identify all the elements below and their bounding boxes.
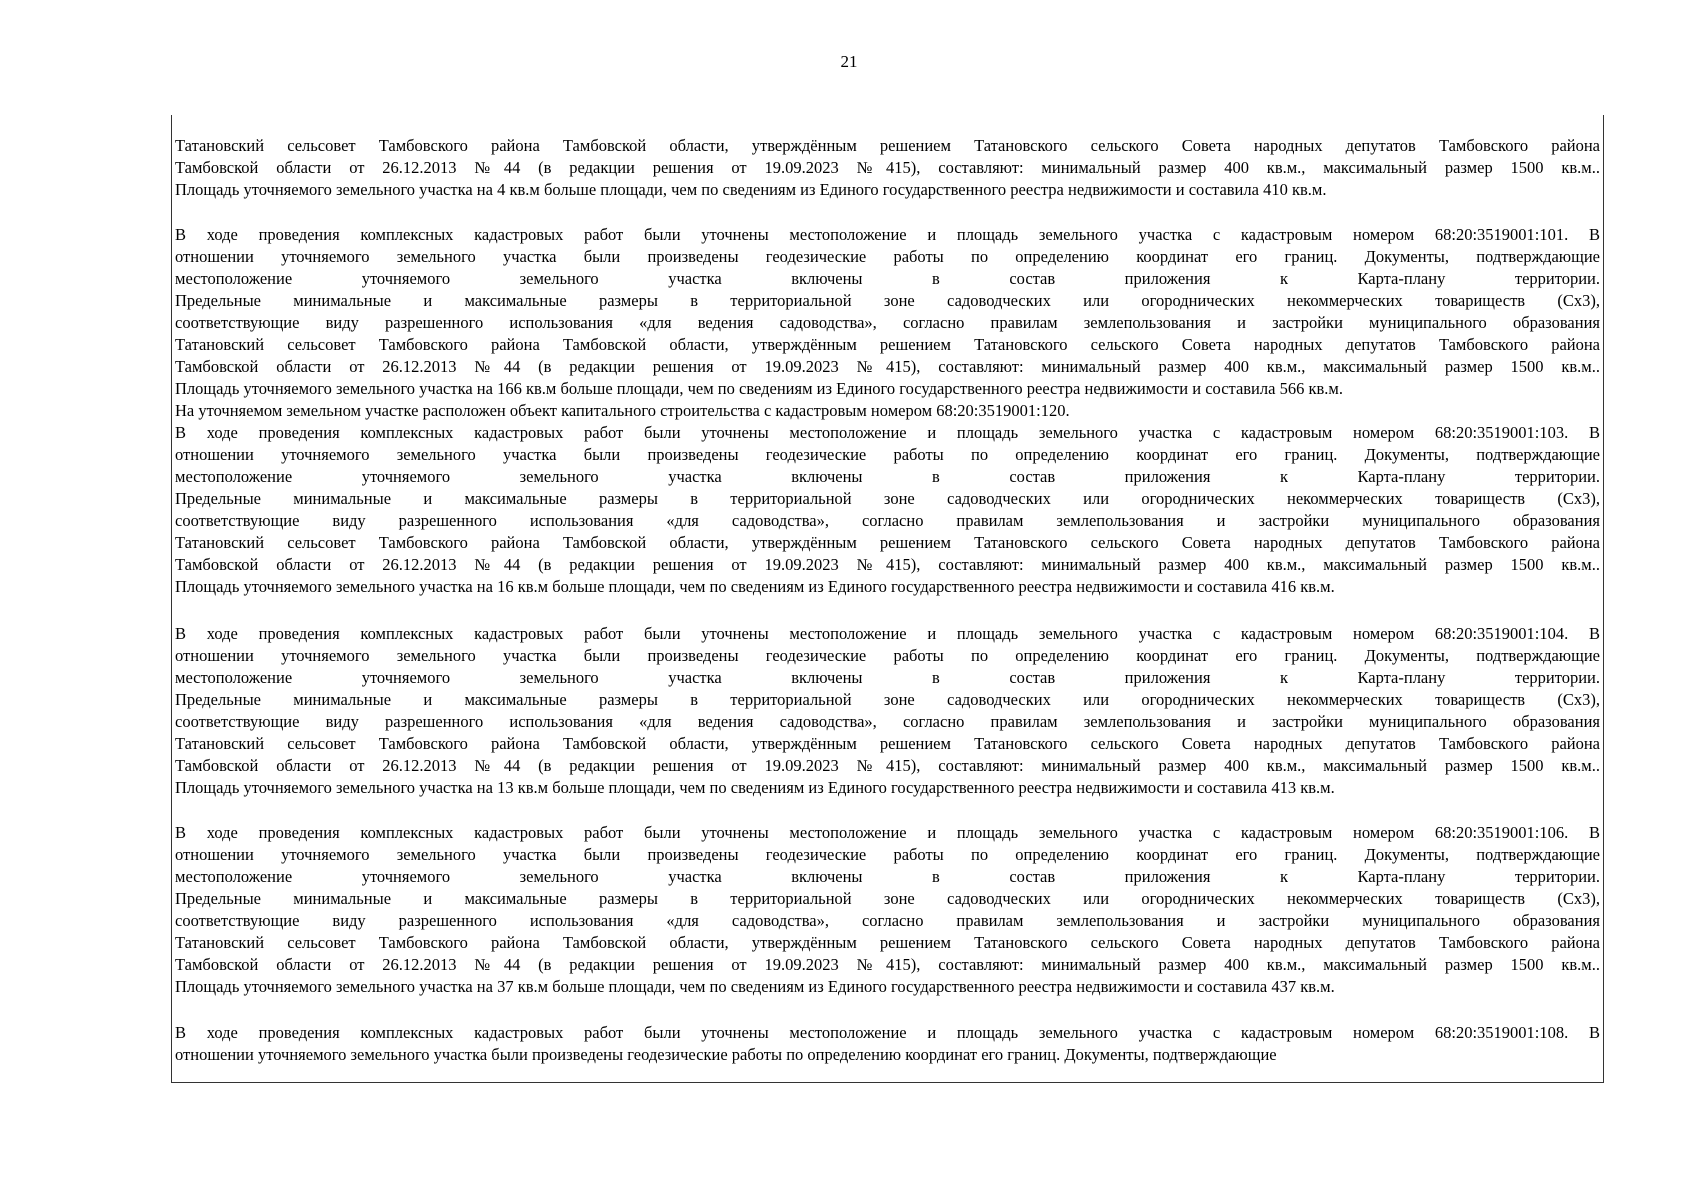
text-line: соответствующие виду разрешенного использования «для садоводства», согласно правилам землепользования и застройки муниципального образования <box>175 911 1600 930</box>
text-line: В ходе проведения комплексных кадастровых работ были уточнены местоположение и площадь земельного участка с кадастровым номером 68:20:3519001:101. В <box>175 225 1600 244</box>
text-line: В ходе проведения комплексных кадастровых работ были уточнены местоположение и площадь земельного участка с кадастровым номером 68:20:3519001:103. В <box>175 423 1600 442</box>
text-line: отношении уточняемого земельного участка были произведены геодезические работы по определению координат его границ. Документы, подтверждающие <box>175 247 1600 266</box>
text-line: местоположение уточняемого земельного участка включены в состав приложения к Карта-плану территории. <box>175 269 1600 288</box>
text-line: В ходе проведения комплексных кадастровых работ были уточнены местоположение и площадь земельного участка с кадастровым номером 68:20:3519001:106. В <box>175 823 1600 842</box>
text-line: отношении уточняемого земельного участка были произведены геодезические работы по определению координат его границ. Документы, подтверждающие <box>175 845 1600 864</box>
text-line: отношении уточняемого земельного участка были произведены геодезические работы по определению координат его границ. Документы, подтверждающие <box>175 646 1600 665</box>
text-line: отношении уточняемого земельного участка были произведены геодезические работы по определению координат его границ. Документы, подтверждающие <box>175 445 1600 464</box>
text-line: местоположение уточняемого земельного участка включены в состав приложения к Карта-плану территории. <box>175 467 1600 486</box>
text-line: соответствующие виду разрешенного использования «для ведения садоводства», согласно правилам землепользования и застройки муниципального образования <box>175 712 1600 731</box>
text-line: Площадь уточняемого земельного участка на 37 кв.м больше площади, чем по сведениям из Единого государственного реестра недвижимости и составила 437 кв.м. <box>175 977 1335 996</box>
text-line: отношении уточняемого земельного участка были произведены геодезические работы по определению координат его границ. Документы, подтверждающие <box>175 1045 1277 1064</box>
text-line: Тамбовской области от 26.12.2013 №44 (в редакции решения от 19.09.2023 №415), составляют: минимальный размер 400 кв.м., максимальный размер 1500 кв.м.. <box>175 756 1600 775</box>
text-line: Площадь уточняемого земельного участка на 13 кв.м больше площади, чем по сведениям из Единого государственного реестра недвижимости и составила 413 кв.м. <box>175 778 1335 797</box>
text-line: В ходе проведения комплексных кадастровых работ были уточнены местоположение и площадь земельного участка с кадастровым номером 68:20:3519001:108. В <box>175 1023 1600 1042</box>
text-line: Тамбовской области от 26.12.2013 №44 (в редакции решения от 19.09.2023 №415), составляют: минимальный размер 400 кв.м., максимальный размер 1500 кв.м.. <box>175 357 1600 376</box>
text-line: Татановский сельсовет Тамбовского района Тамбовской области, утверждённым решением Татановского сельского Совета народных депутатов Тамбовского района <box>175 335 1600 354</box>
text-line: Площадь уточняемого земельного участка на 4 кв.м больше площади, чем по сведениям из Единого государственного реестра недвижимости и составила 410 кв.м. <box>175 180 1327 199</box>
text-line: Тамбовской области от 26.12.2013 №44 (в редакции решения от 19.09.2023 №415), составляют: минимальный размер 400 кв.м., максимальный размер 1500 кв.м.. <box>175 158 1600 177</box>
text-line: На уточняемом земельном участке расположен объект капитального строительства с кадастровым номером 68:20:3519001:120. <box>175 401 1070 420</box>
text-line: Площадь уточняемого земельного участка на 166 кв.м больше площади, чем по сведениям из Единого государственного реестра недвижимости и составила 566 кв.м. <box>175 379 1343 398</box>
text-line: соответствующие виду разрешенного использования «для садоводства», согласно правилам землепользования и застройки муниципального образования <box>175 511 1600 530</box>
page-number: 21 <box>840 52 858 71</box>
text-line: Предельные минимальные и максимальные размеры в территориальной зоне садоводческих или огороднических некоммерческих товариществ (Сх3), <box>175 291 1600 310</box>
text-line: Татановский сельсовет Тамбовского района Тамбовской области, утверждённым решением Татановского сельского Совета народных депутатов Тамбовского района <box>175 734 1600 753</box>
text-line: Татановский сельсовет Тамбовского района Тамбовской области, утверждённым решением Татановского сельского Совета народных депутатов Тамбовского района <box>175 136 1600 155</box>
text-line: соответствующие виду разрешенного использования «для ведения садоводства», согласно правилам землепользования и застройки муниципального образования <box>175 313 1600 332</box>
text-line: Предельные минимальные и максимальные размеры в территориальной зоне садоводческих или огороднических некоммерческих товариществ (Сх3), <box>175 489 1600 508</box>
text-line: Площадь уточняемого земельного участка на 16 кв.м больше площади, чем по сведениям из Единого государственного реестра недвижимости и составила 416 кв.м. <box>175 577 1335 596</box>
text-line: местоположение уточняемого земельного участка включены в состав приложения к Карта-плану территории. <box>175 668 1600 687</box>
text-line: Предельные минимальные и максимальные размеры в территориальной зоне садоводческих или огороднических некоммерческих товариществ (Сх3), <box>175 690 1600 709</box>
text-line: В ходе проведения комплексных кадастровых работ были уточнены местоположение и площадь земельного участка с кадастровым номером 68:20:3519001:104. В <box>175 624 1600 643</box>
text-line: Тамбовской области от 26.12.2013 №44 (в редакции решения от 19.09.2023 №415), составляют: минимальный размер 400 кв.м., максимальный размер 1500 кв.м.. <box>175 955 1600 974</box>
text-line: Татановский сельсовет Тамбовского района Тамбовской области, утверждённым решением Татановского сельского Совета народных депутатов Тамбовского района <box>175 533 1600 552</box>
text-line: Тамбовской области от 26.12.2013 №44 (в редакции решения от 19.09.2023 №415), составляют: минимальный размер 400 кв.м., максимальный размер 1500 кв.м.. <box>175 555 1600 574</box>
text-line: Татановский сельсовет Тамбовского района Тамбовской области, утверждённым решением Татановского сельского Совета народных депутатов Тамбовского района <box>175 933 1600 952</box>
text-line: местоположение уточняемого земельного участка включены в состав приложения к Карта-плану территории. <box>175 867 1600 886</box>
text-line: Предельные минимальные и максимальные размеры в территориальной зоне садоводческих или огороднических некоммерческих товариществ (Сх3), <box>175 889 1600 908</box>
